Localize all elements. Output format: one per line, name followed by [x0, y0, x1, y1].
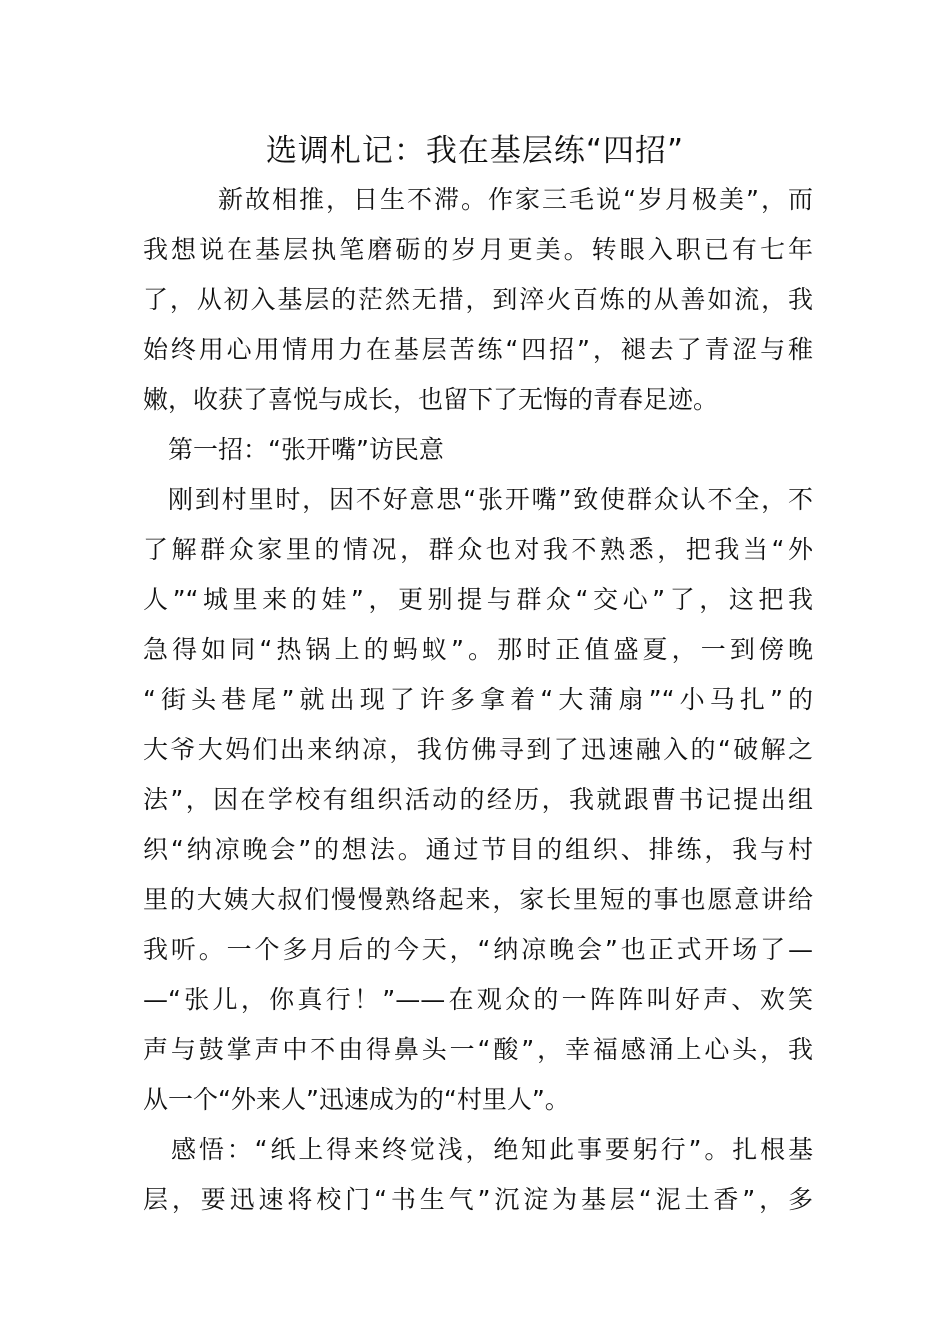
body-line: 我想说在基层执笔磨砺的岁月更美。转眼入职已有七年	[143, 235, 813, 264]
body-line: 从一个“外来人”迅速成为的“村里人”。	[143, 1085, 570, 1114]
body-line: 里的大姨大叔们慢慢熟络起来，家长里短的事也愿意讲给	[143, 885, 813, 914]
body-line: 层，要迅速将校门“书生气”沉淀为基层“泥土香”，多	[143, 1185, 813, 1214]
document-title: 选调札记：我在基层练“四招”	[265, 133, 685, 169]
body-line: 感悟：“纸上得来终觉浅，绝知此事要躬行”。扎根基	[171, 1135, 813, 1164]
body-line: 法”，因在学校有组织活动的经历，我就跟曹书记提出组	[143, 785, 813, 814]
body-line: 人”“城里来的娃”，更别提与群众“交心”了，这把我	[143, 585, 813, 614]
body-line: —“张儿，你真行！”——在观众的一阵阵叫好声、欢笑	[143, 985, 813, 1014]
body-line: 急得如同“热锅上的蚂蚁”。那时正值盛夏，一到傍晚	[143, 635, 813, 664]
body-line: 大爷大妈们出来纳凉，我仿佛寻到了迅速融入的“破解之	[143, 735, 813, 764]
body-line: 始终用心用情用力在基层苦练“四招”，褪去了青涩与稚	[143, 335, 813, 364]
body-line: 新故相推，日生不滞。作家三毛说“岁月极美”，而	[218, 185, 813, 214]
body-line: “街头巷尾”就出现了许多拿着“大蒲扇”“小马扎”的	[143, 685, 813, 714]
body-line: 刚到村里时，因不好意思“张开嘴”致使群众认不全，不	[168, 485, 813, 514]
body-line: 了，从初入基层的茫然无措，到淬火百炼的从善如流，我	[143, 285, 813, 314]
body-line: 第一招：“张开嘴”访民意	[168, 435, 444, 464]
body-line: 了解群众家里的情况，群众也对我不熟悉，把我当“外	[143, 535, 813, 564]
body-line: 声与鼓掌声中不由得鼻头一“酸”，幸福感涌上心头，我	[143, 1035, 813, 1064]
body-line: 织“纳凉晚会”的想法。通过节目的组织、排练，我与村	[143, 835, 813, 864]
body-line: 我听。一个多月后的今天，“纳凉晚会”也正式开场了—	[143, 935, 813, 964]
body-line: 嫩，收获了喜悦与成长，也留下了无悔的青春足迹。	[143, 385, 719, 414]
